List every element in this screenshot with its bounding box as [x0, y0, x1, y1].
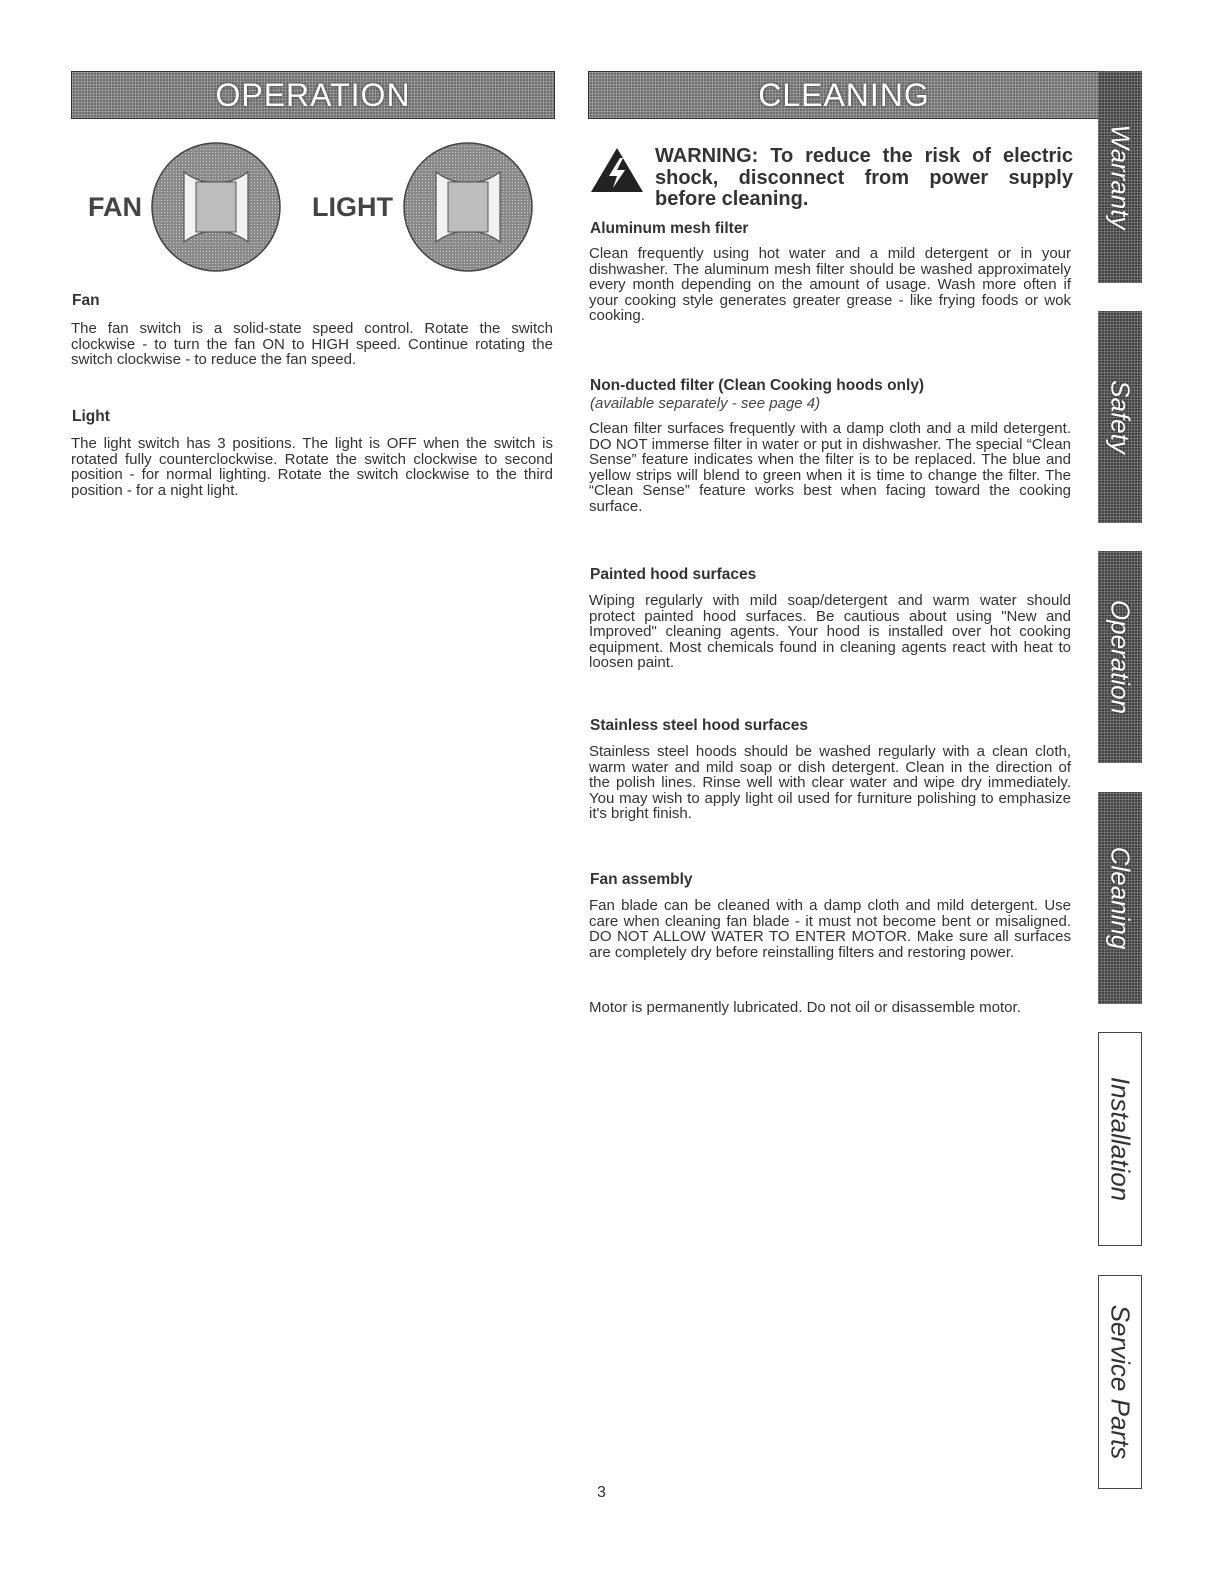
stainless-text: Stainless steel hoods should be washed regularly with a clean cloth, warm water and mild soap or dish detergent. Clean in the direction of the polish lines. Rinse well with clear water and wipe dry immediately. You may wish to apply light oil used for furniture polishing to emphasize it's bright finish. [589, 743, 1071, 823]
tab-operation[interactable] [1098, 551, 1142, 763]
cleaning-banner [588, 71, 1100, 119]
tab-service-parts[interactable] [1098, 1275, 1142, 1489]
light-text: The light switch has 3 positions. The light is OFF when the switch is rotated fully counterclockwise. Rotate the switch clockwise to second position - for normal lighting. Rotate the switch clockwise to the third position - for a night light. [71, 435, 553, 499]
nonducted-text: Clean filter surfaces frequently with a damp cloth and a mild detergent. DO NOT immerse filter in water or put in dishwasher. The special “Clean Sense” feature indicates when the filter is to be replaced. The blue and yellow strips will blend to green when it is time to change the filter. The “Clean Sense” feature works best when facing toward the cooking surface. [589, 420, 1071, 515]
tab-installation[interactable] [1098, 1032, 1142, 1246]
tab-cleaning[interactable] [1098, 792, 1142, 1004]
warning-text: WARNING: To reduce the risk of electric shock, disconnect from power supply before cleaning. [655, 145, 1073, 210]
tab-cleaning-label: Cleaning [1105, 846, 1136, 950]
light-heading: Light [72, 408, 110, 425]
fan-assembly-text-2: Motor is permanently lubricated. Do not oil or disassemble motor. [589, 999, 1021, 1016]
tab-safety[interactable] [1098, 311, 1142, 523]
nonducted-subheading: (available separately - see page 4) [590, 395, 821, 412]
tab-warranty-label: Warranty [1105, 124, 1136, 230]
painted-text: Wiping regularly with mild soap/detergent and warm water should protect painted hood surfaces. Be cautious about using "New and Improved" cleaning agents. Your hood is installed over hot cooking equipment. Most chemicals found in cleaning agents react with heat to loosen paint. [589, 592, 1071, 672]
cleaning-title: CLEANING [758, 77, 930, 113]
tab-installation-label: Installation [1105, 1076, 1136, 1202]
aluminum-heading: Aluminum mesh filter [590, 220, 749, 237]
page-number: 3 [597, 1484, 606, 1501]
fan-assembly-text: Fan blade can be cleaned with a damp cloth and mild detergent. Use care when cleaning fan blade - it must not become bent or misaligned. DO NOT ALLOW WATER TO ENTER MOTOR. Make sure all surfaces are completely dry before reinstalling filters and restoring power. [589, 897, 1071, 961]
light-knob-label: LIGHT [312, 192, 393, 222]
fan-text: The fan switch is a solid-state speed control. Rotate the switch clockwise - to turn the fan ON to HIGH speed. Continue rotating the switch clockwise - to reduce the fan speed. [71, 320, 553, 369]
knob-illustration [80, 140, 550, 275]
operation-banner [71, 71, 555, 119]
tab-safety-label: Safety [1105, 380, 1136, 454]
stainless-heading: Stainless steel hood surfaces [590, 717, 808, 734]
fan-knob-label: FAN [88, 192, 142, 222]
fan-assembly-heading: Fan assembly [590, 871, 693, 888]
tab-service-parts-label: Service Parts [1105, 1304, 1136, 1460]
warning-icon [589, 146, 645, 194]
fan-knob-icon [146, 140, 286, 275]
painted-heading: Painted hood surfaces [590, 566, 757, 583]
light-knob-icon [398, 140, 538, 275]
tab-warranty[interactable] [1098, 71, 1142, 283]
operation-title: OPERATION [215, 77, 411, 113]
nonducted-heading: Non-ducted filter (Clean Cooking hoods only) [590, 377, 925, 394]
aluminum-text: Clean frequently using hot water and a mild detergent or in your dishwasher. The aluminum mesh filter should be washed approximately every month depending on the amount of usage. Wash more often if your cooking style generates greater grease - like frying foods or wok cooking. [589, 245, 1071, 325]
fan-heading: Fan [72, 292, 100, 309]
tab-operation-label: Operation [1105, 599, 1136, 715]
